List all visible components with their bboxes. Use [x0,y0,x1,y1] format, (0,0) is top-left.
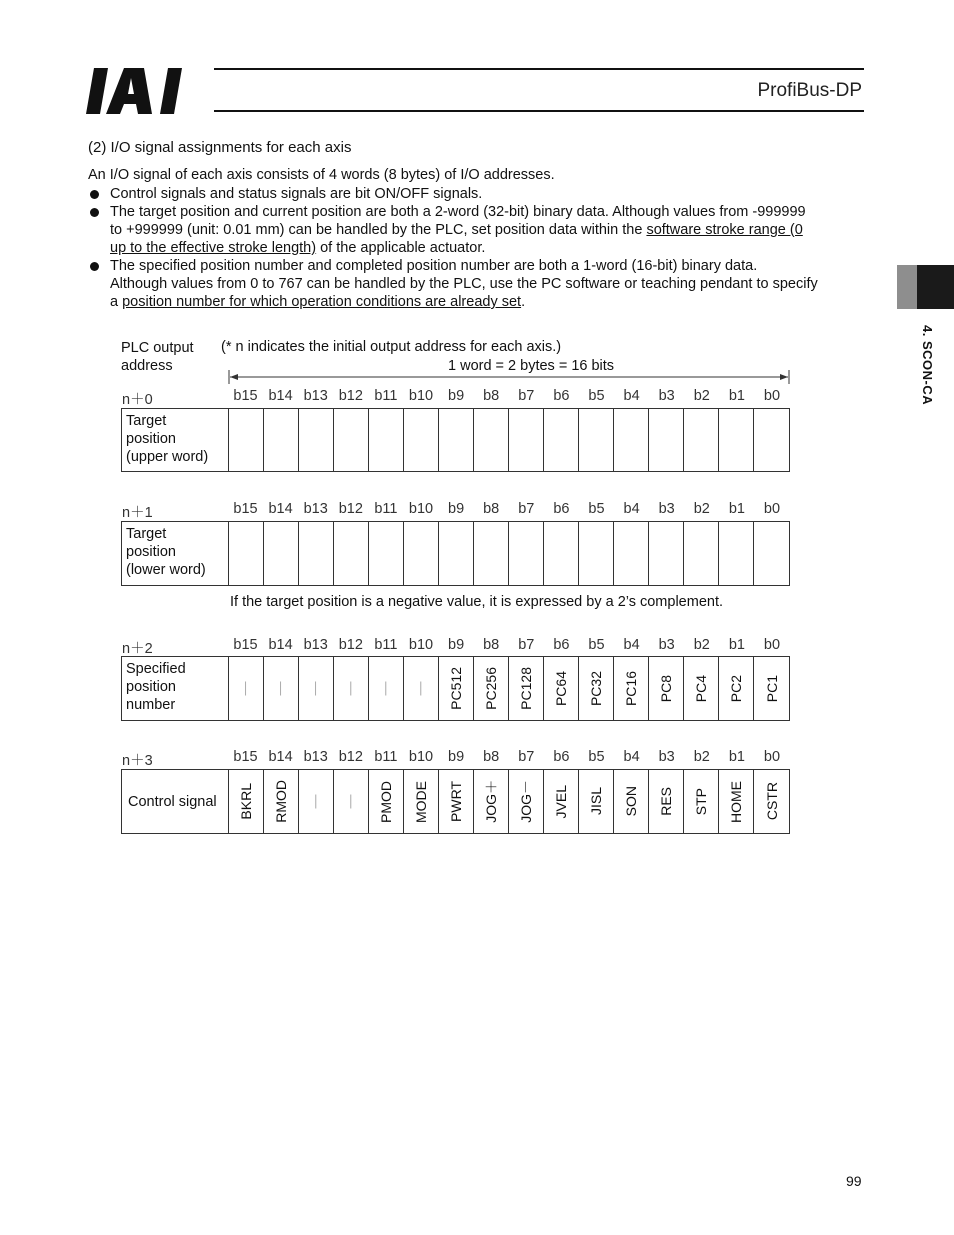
bit-cell [369,522,404,585]
register-row [121,408,790,472]
bit-cell [264,522,299,585]
bit-cell [719,657,754,720]
bit-header: b10 [408,749,434,765]
section-title: (2) I/O signal assignments for each axis [88,139,352,156]
word-span-arrow [228,370,790,384]
register-name-line: Target [126,413,167,429]
bit-cell [509,522,544,585]
bit-cell [404,657,439,720]
bit-header: b0 [763,388,781,404]
bit-cell [579,409,614,471]
register-name-line: Specified [126,661,186,677]
bit-cell [474,409,509,471]
bit-cell [544,409,579,471]
bullet-line [110,221,803,239]
bit-signal-label: PC32 [587,670,604,707]
bit-cell [404,522,439,585]
register-row [121,521,790,586]
bit-signal-label: ｜ [308,680,323,697]
bit-cell [439,522,474,585]
bit-header: b5 [588,637,605,653]
bit-header: b12 [338,749,363,765]
bullet-text: Control signals and status signals are bit ON/OFF signals. [110,186,483,202]
bit-header: b13 [303,388,328,404]
bit-cell [614,770,649,833]
bit-cell [719,409,754,471]
bullet-line [110,275,818,293]
header-title: ProfiBus-DP [757,80,862,101]
bit-cell [754,657,789,720]
bit-header: b14 [268,501,293,517]
bit-cell [649,657,684,720]
bit-cell [439,657,474,720]
bit-signal-label: JISL [587,787,604,816]
bit-header: b1 [728,501,745,517]
bit-cell [509,770,544,833]
bit-cell [404,770,439,833]
bit-cell [544,657,579,720]
underlined-text: up to the effective stroke length) [110,240,317,256]
bit-cell [264,657,299,720]
header-rule-bottom [214,110,864,112]
bit-header: b2 [693,501,710,517]
bit-header: b11 [374,388,398,404]
bit-cell [754,770,789,833]
bit-signal-label: ｜ [343,793,358,810]
bit-signal-label: PC128 [517,667,534,710]
bit-signal-label: JOG－ [517,780,534,823]
bit-cell [474,770,509,833]
bit-header: b13 [303,749,328,765]
iai-logo [86,68,206,114]
bit-signal-label: PWRT [447,781,464,822]
bullet-line [110,293,525,311]
bit-header: b10 [408,637,434,653]
bit-header: b12 [338,501,363,517]
bit-signal-label: PC4 [692,674,709,703]
bit-header: b13 [303,501,328,517]
register-address: n＋2 [122,641,153,657]
bit-header: b10 [408,388,434,404]
bit-signal-label: RMOD [272,780,289,823]
register-name-line: position [126,544,176,560]
register-name-line: position [126,431,176,447]
register-address: n＋3 [122,753,153,769]
bit-signal-label: SON [622,786,639,817]
bit-header: b4 [623,388,640,404]
bit-header: b2 [693,749,710,765]
page-number: 99 [846,1173,862,1189]
bit-cell [614,522,649,585]
bit-header: b3 [658,637,675,653]
bullet-dot-icon [90,262,99,271]
bit-cell [474,522,509,585]
header-rule-top [214,68,864,70]
bit-signal-label: ｜ [238,680,253,697]
register-row [121,656,790,721]
bit-signal-label: ｜ [343,680,358,697]
bit-header: b15 [233,388,258,404]
register-name [122,409,229,471]
bit-header: b14 [268,637,293,653]
bit-cell [579,657,614,720]
bit-header: b9 [448,388,465,404]
intro-paragraph: An I/O signal of each axis consists of 4 words (8 bytes) of I/O addresses. [88,167,555,183]
bit-header: b13 [303,637,328,653]
bit-signal-label: CSTR [763,782,780,821]
bit-cell [229,657,264,720]
side-tab-label: 4. SCON-CA [920,325,935,406]
bit-signal-label: ｜ [413,680,428,697]
bit-header: b15 [233,501,258,517]
bit-signal-label: PC64 [552,670,569,707]
bit-signal-label: PC2 [727,674,744,703]
register-name-line: Control signal [128,793,217,810]
bit-cell [544,522,579,585]
bit-header: b7 [518,501,535,517]
register-row [121,769,790,834]
bit-cell [649,770,684,833]
bit-signal-label: ｜ [308,793,323,810]
bit-cell [404,409,439,471]
bit-cell [684,657,719,720]
side-tab-marker-dark [917,265,954,309]
bit-cell [614,657,649,720]
bit-signal-label: BKRL [237,783,254,820]
bit-header: b1 [728,637,745,653]
bullet-text: a [110,294,123,310]
bit-cell [439,409,474,471]
bit-cell [369,657,404,720]
bullet-line [110,257,757,275]
bit-cell [439,770,474,833]
underlined-text: position number for which operation conditions are already set [122,294,522,310]
plc-output-label: PLC output address [121,340,194,374]
bullet-text: Although values from 0 to 767 can be handled by the PLC, use the PC software or teaching pendant to specify [110,276,818,292]
bit-signal-label: STP [692,787,709,816]
complement-note: If the target position is a negative value, it is expressed by a 2’s complement. [230,594,723,610]
bit-cell [684,770,719,833]
bit-cell [229,522,264,585]
address-note: (* n indicates the initial output address for each axis.) [221,339,562,355]
bit-cell [509,657,544,720]
bit-signal-label: PC16 [622,670,639,707]
bit-header: b5 [588,501,605,517]
bit-header: b9 [448,749,465,765]
bit-header: b12 [338,388,363,404]
bit-header: b5 [588,388,605,404]
bit-cell [264,409,299,471]
register-name [122,657,229,720]
bit-cell [369,770,404,833]
bit-cell [229,409,264,471]
bit-header: b0 [763,637,781,653]
bit-header: b11 [374,749,398,765]
bit-header: b8 [483,637,500,653]
bit-header: b3 [658,388,675,404]
bit-cell [719,770,754,833]
bit-header: b6 [553,637,570,653]
bit-cell [299,770,334,833]
register-name [122,770,229,833]
bit-header: b8 [483,501,500,517]
bit-header: b6 [553,749,570,765]
bit-header: b11 [374,501,398,517]
register-name-line: (upper word) [126,449,209,465]
bit-cell [334,657,369,720]
bit-header: b0 [763,749,781,765]
bit-header: b2 [693,388,710,404]
bit-cell [754,409,789,471]
register-name-line: number [126,697,176,713]
bit-header: b4 [623,501,640,517]
word-size-label: 1 word = 2 bytes = 16 bits [448,358,615,374]
bit-signal-label: PC512 [447,667,464,710]
bit-header: b3 [658,501,675,517]
bullet-line [110,239,485,257]
bit-cell [299,522,334,585]
bit-cell [334,770,369,833]
register-address: n＋1 [122,505,153,521]
bit-cell [299,409,334,471]
bullet-text: The specified position number and completed position number are both a 1-word (16-bit) binary data. [110,258,758,274]
bit-signal-label: MODE [412,780,429,823]
bullet-dot-icon [90,208,99,217]
bit-header: b2 [693,637,710,653]
bit-cell [649,409,684,471]
register-name [122,522,229,585]
bullet-text: The target position and current position are both a 2-word (32-bit) binary data. Although values from -999999 [110,204,806,220]
bit-cell [334,409,369,471]
bit-header: b4 [623,749,640,765]
bullet-text: to +999999 (unit: 0.01 mm) can be handled by the PLC, set position data within the [110,222,647,238]
bit-header: b6 [553,501,570,517]
bit-header: b10 [408,501,434,517]
bit-signal-label: JOG＋ [482,780,499,823]
bit-signal-label: PMOD [377,780,394,823]
bit-signal-label: HOME [728,780,744,823]
bit-cell [369,409,404,471]
bit-cell [474,657,509,720]
register-name-line: Target [126,526,167,542]
bit-header: b5 [588,749,605,765]
bit-cell [719,522,754,585]
bit-cell [579,770,614,833]
bit-cell [579,522,614,585]
bit-cell [509,409,544,471]
bit-header: b7 [518,749,535,765]
bit-header: b14 [268,749,293,765]
bit-signal-label: JVEL [552,784,569,819]
bit-cell [684,409,719,471]
underlined-text: software stroke range (0 [646,222,803,238]
bit-cell [649,522,684,585]
bit-header: b8 [483,388,500,404]
side-tab-marker [897,265,917,309]
bullet-line [110,203,806,221]
bit-header: b15 [233,637,258,653]
bit-cell [544,770,579,833]
bit-signal-label: RES [657,787,674,816]
bit-header: b0 [763,501,781,517]
bit-header: b12 [338,637,363,653]
bit-cell [264,770,299,833]
bullet-text: . [521,294,526,310]
bit-header: b3 [658,749,675,765]
bit-header: b11 [374,637,398,653]
bit-signal-label: ｜ [378,680,393,697]
bit-header: b1 [728,388,745,404]
bit-signal-label: PC1 [763,674,780,703]
bit-signal-label: ｜ [273,680,288,697]
bit-header: b1 [728,749,745,765]
bit-cell [299,657,334,720]
bit-signal-label: PC8 [657,674,674,703]
bit-header: b9 [448,501,465,517]
bit-header: b9 [448,637,465,653]
register-name-line: (lower word) [126,562,206,578]
bit-header: b15 [233,749,258,765]
bit-header: b7 [518,637,535,653]
bit-header: b14 [268,388,293,404]
register-name-line: position [126,679,176,695]
bit-signal-label: PC256 [482,667,499,710]
bullet-line [110,185,482,203]
bit-header: b8 [483,749,500,765]
register-address: n＋0 [122,392,153,408]
bit-cell [334,522,369,585]
bit-cell [614,409,649,471]
bit-cell [229,770,264,833]
bit-header: b6 [553,388,570,404]
bullet-dot-icon [90,190,99,199]
bit-cell [684,522,719,585]
bullet-text: of the applicable actuator. [316,240,486,256]
bit-header: b4 [623,637,640,653]
bit-header: b7 [518,388,535,404]
bit-cell [754,522,789,585]
